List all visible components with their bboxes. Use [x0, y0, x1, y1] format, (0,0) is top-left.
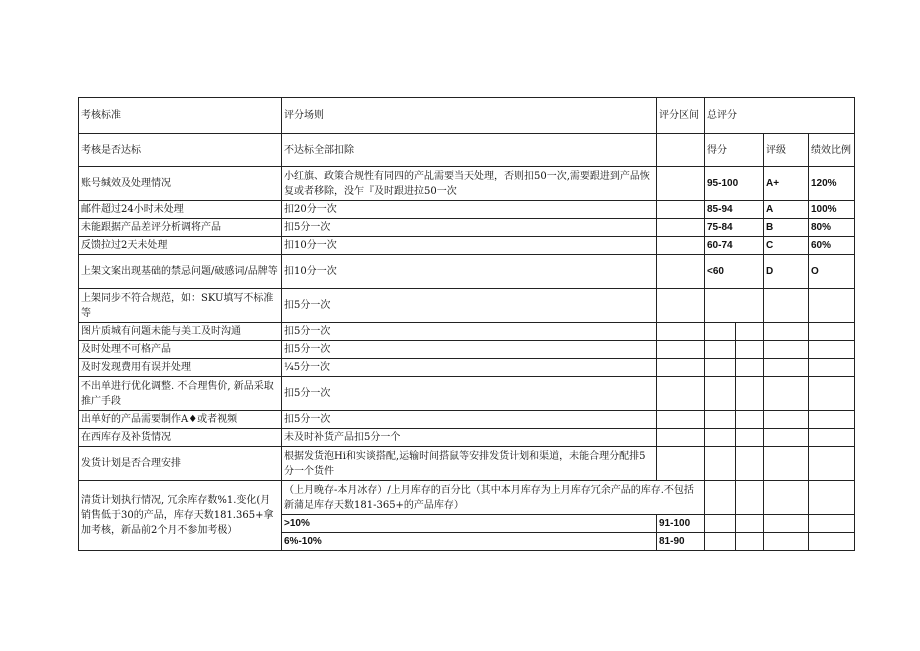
- assessment-table: [78, 97, 855, 551]
- empty-cell: [705, 359, 736, 377]
- rule-cell: ¼5分一次: [282, 359, 657, 377]
- header-standard: 考核标准: [79, 98, 282, 134]
- clearance-condition: >10%: [282, 515, 657, 533]
- rule-cell: 不达标全部扣除: [282, 134, 657, 167]
- rule-cell: 未及时补货产品扣5分一个: [282, 429, 657, 447]
- empty-cell: [764, 289, 809, 323]
- clearance-condition: 6%-10%: [282, 533, 657, 551]
- empty-cell: [736, 341, 764, 359]
- empty-cell: [809, 447, 855, 481]
- rule-cell: 扣5分一次: [282, 411, 657, 429]
- clearance-range: 81-90: [657, 533, 705, 551]
- header-total: 总评分: [705, 98, 855, 134]
- standard-cell: 在西库存及补货情况: [79, 429, 282, 447]
- standard-cell: 考核是否达标: [79, 134, 282, 167]
- standard-cell: 及时处理不可格产品: [79, 341, 282, 359]
- empty-cell: [809, 359, 855, 377]
- empty-cell: [809, 533, 855, 551]
- empty-cell: [764, 515, 809, 533]
- empty-cell: [736, 429, 764, 447]
- empty-cell: [705, 411, 736, 429]
- grade-level: C: [764, 237, 809, 255]
- range-cell: [657, 237, 705, 255]
- range-cell: [657, 201, 705, 219]
- rule-cell: 根据发货泡Hi和实谈搭配,运输时间搭鼠等安排发货计划和渠道，未能合理分配排5分一个货件: [282, 447, 657, 481]
- range-cell: [657, 134, 705, 167]
- grade-score: 75-84: [705, 219, 764, 237]
- range-cell: [657, 219, 705, 237]
- empty-cell: [705, 429, 736, 447]
- grade-ratio: 80%: [809, 219, 855, 237]
- empty-cell: [736, 447, 764, 481]
- empty-cell: [705, 377, 736, 411]
- empty-cell: [764, 447, 809, 481]
- empty-cell: [764, 377, 809, 411]
- standard-cell: 上架文案出现基础的禁忌问题/破感词/品牌等: [79, 255, 282, 289]
- range-cell: [657, 359, 705, 377]
- empty-cell: [764, 481, 809, 515]
- empty-cell: [736, 481, 764, 515]
- standard-cell: 发货计划是否合理安排: [79, 447, 282, 481]
- empty-cell: [705, 515, 736, 533]
- grade-ratio: 120%: [809, 167, 855, 201]
- range-cell: [657, 323, 705, 341]
- empty-cell: [764, 341, 809, 359]
- standard-cell: 反馈拉过2天未处理: [79, 237, 282, 255]
- grade-level: D: [764, 255, 809, 289]
- header-rule: 评分场则: [282, 98, 657, 134]
- empty-cell: [736, 377, 764, 411]
- grade-header: 评级: [764, 134, 809, 167]
- range-cell: [657, 255, 705, 289]
- empty-cell: [809, 323, 855, 341]
- grade-score: 60-74: [705, 237, 764, 255]
- empty-cell: [809, 289, 855, 323]
- empty-cell: [736, 533, 764, 551]
- standard-cell: 上架同步不符合规范，如：SKU填写不标准等: [79, 289, 282, 323]
- clearance-range: 91-100: [657, 515, 705, 533]
- empty-cell: [809, 481, 855, 515]
- empty-cell: [764, 429, 809, 447]
- grade-level: A: [764, 201, 809, 219]
- range-cell: [657, 447, 705, 481]
- range-cell: [657, 289, 705, 323]
- grade-score: 95-100: [705, 167, 764, 201]
- standard-cell: 及时发现费用有误并处理: [79, 359, 282, 377]
- empty-cell: [705, 533, 736, 551]
- standard-cell: 账号缄效及处理情况: [79, 167, 282, 201]
- empty-cell: [705, 447, 736, 481]
- standard-cell: 出单好的产品需要制作A♦或者视频: [79, 411, 282, 429]
- empty-cell: [809, 429, 855, 447]
- header-range: 评分区间: [657, 98, 705, 134]
- rule-cell: 扣5分一次: [282, 323, 657, 341]
- clearance-standard: 清货计划执行情况, 冗余库存数%1.变化(月销售低于30的产品，库存天数181.365+拿加考核，新品前2个月不参加考极）: [79, 481, 282, 551]
- empty-cell: [809, 341, 855, 359]
- grade-ratio: 60%: [809, 237, 855, 255]
- range-cell: [657, 167, 705, 201]
- rule-cell: 扣5分一次: [282, 377, 657, 411]
- empty-cell: [705, 341, 736, 359]
- grade-score: 85-94: [705, 201, 764, 219]
- rule-cell: 扣10分一次: [282, 237, 657, 255]
- ratio-header: 绩效比例: [809, 134, 855, 167]
- rule-cell: 小红旗、政策合规性有同四的产乩需要当天处理，否则扣50一次,需要跟进到产品恢复或者移除，没乍『及时跟进拉50一次: [282, 167, 657, 201]
- rule-cell: 扣5分一次: [282, 219, 657, 237]
- empty-cell: [736, 411, 764, 429]
- rule-cell: 扣20分一次: [282, 201, 657, 219]
- standard-cell: 邮件超过24小时未处理: [79, 201, 282, 219]
- empty-cell: [764, 411, 809, 429]
- grade-level: B: [764, 219, 809, 237]
- range-cell: [657, 411, 705, 429]
- empty-cell: [764, 323, 809, 341]
- score-header: 得分: [705, 134, 764, 167]
- range-cell: [657, 377, 705, 411]
- rule-cell: 扣5分一次: [282, 341, 657, 359]
- range-cell: [657, 341, 705, 359]
- clearance-rule: （上月晚存-本月冰存）/上月库存的百分比（其中本月库存为上月库存冗余产品的库存.不包括新蒲足库存天数181-365+的产品库存）: [282, 481, 705, 515]
- grade-score: <60: [705, 255, 764, 289]
- standard-cell: 未能跟据产品差评分析调将产品: [79, 219, 282, 237]
- grade-level: A+: [764, 167, 809, 201]
- empty-cell: [705, 289, 764, 323]
- empty-cell: [705, 481, 736, 515]
- empty-cell: [764, 359, 809, 377]
- empty-cell: [736, 515, 764, 533]
- rule-cell: 扣10分一次: [282, 255, 657, 289]
- empty-cell: [809, 411, 855, 429]
- standard-cell: 不出单进行优化调整. 不合理售价, 新品采取推广手段: [79, 377, 282, 411]
- grade-ratio: 100%: [809, 201, 855, 219]
- empty-cell: [736, 323, 764, 341]
- empty-cell: [809, 377, 855, 411]
- rule-cell: 扣5分一次: [282, 289, 657, 323]
- range-cell: [657, 429, 705, 447]
- grade-ratio: O: [809, 255, 855, 289]
- empty-cell: [736, 359, 764, 377]
- empty-cell: [764, 533, 809, 551]
- standard-cell: 图片质城有问题未能与美工及时沟通: [79, 323, 282, 341]
- empty-cell: [809, 515, 855, 533]
- empty-cell: [705, 323, 736, 341]
